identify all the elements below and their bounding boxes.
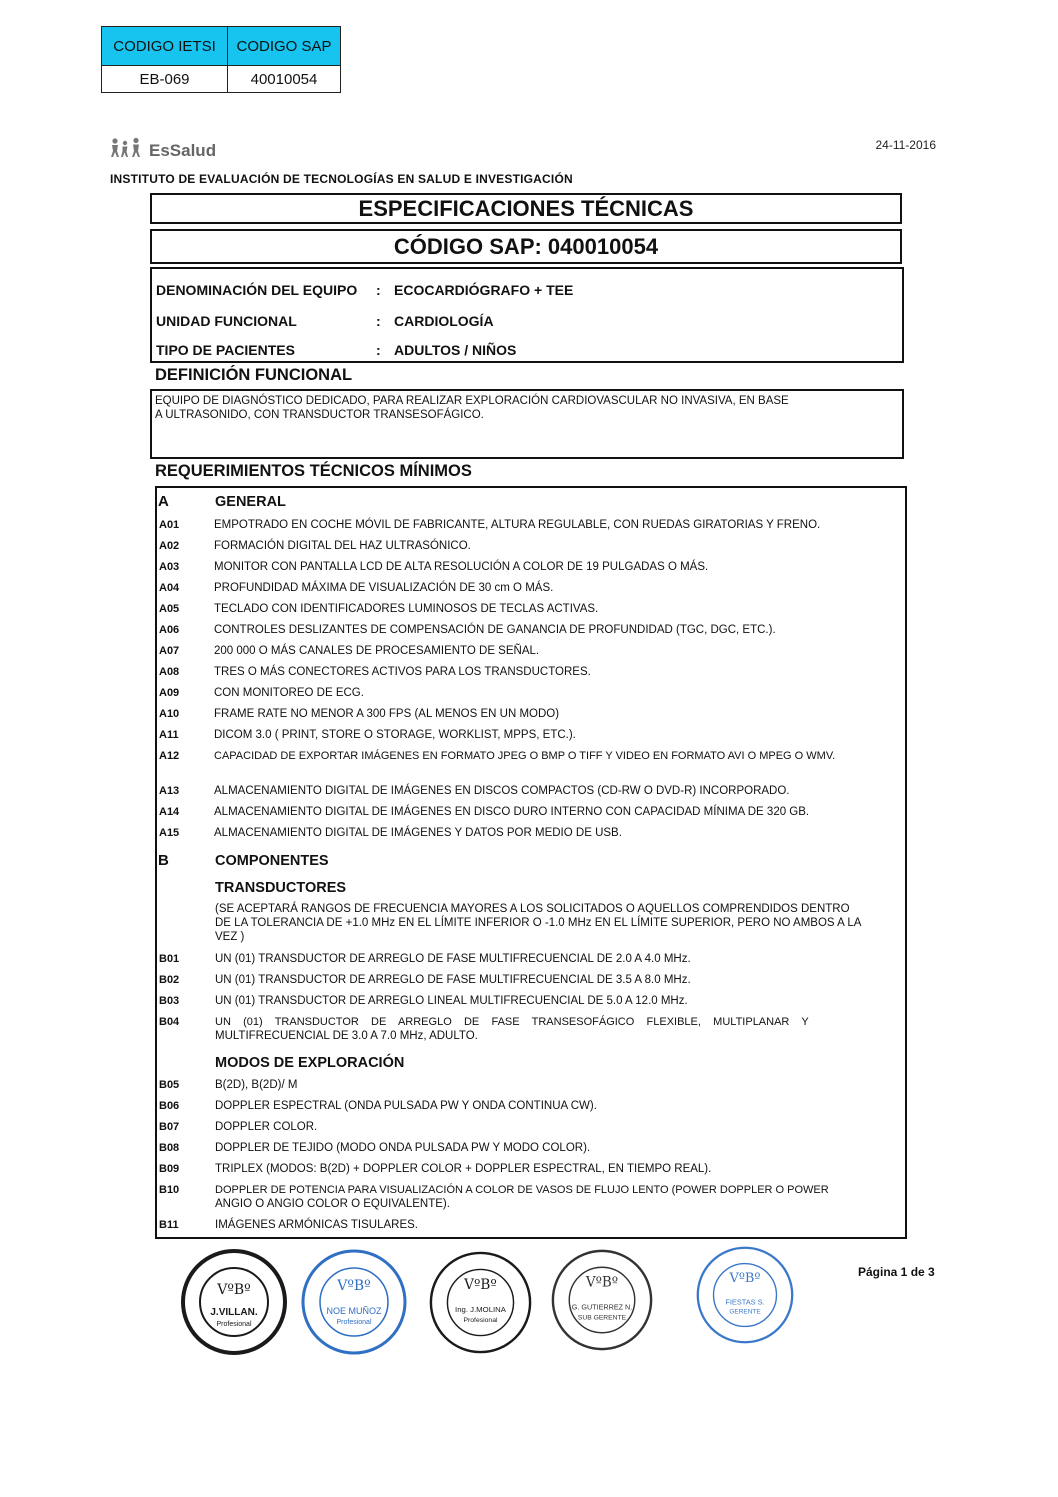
info-row [156,342,516,358]
requirement-code: B09 [159,1163,180,1175]
requirement-text: TECLADO CON IDENTIFICADORES LUMINOSOS DE TECLAS ACTIVAS. [214,603,599,615]
document-date: 24-11-2016 [875,138,936,152]
info-label: DENOMINACIÓN DEL EQUIPO [156,282,358,298]
requirement-text: FRAME RATE NO MENOR A 300 FPS (AL MENOS EN UN MODO) [214,708,560,720]
requirement-code: A09 [159,687,180,699]
requirement-code: B06 [159,1100,180,1112]
requirement-code: B03 [159,995,180,1007]
requirement-text [215,1183,903,1211]
requirement-code: B10 [159,1184,180,1196]
functional-definition-box [150,389,904,459]
seal-role: GERENTE [729,1308,761,1316]
seal-name: NOE MUÑOZ [326,1306,382,1316]
requirement-text: DOPPLER ESPECTRAL (ONDA PULSADA PW Y ONDA CONTINUA CW). [215,1100,597,1112]
requirement-text: DOPPLER COLOR. [215,1121,318,1133]
requirement-text: UN (01) TRANSDUCTOR DE ARREGLO LINEAL MULTIFRECUENCIAL DE 5.0 A 12.0 MHz. [215,995,688,1007]
info-label: TIPO DE PACIENTES [156,342,295,358]
requirement-code: B08 [159,1142,180,1154]
functional-text [155,394,845,422]
sap-code-title: CÓDIGO SAP: 040010054 [150,229,902,264]
info-value: CARDIOLOGÍA [394,313,494,329]
approval-seal [180,1248,288,1361]
seal-role: Profesional [216,1321,252,1328]
requirement-text: TRIPLEX (MODOS: B(2D) + DOPPLER COLOR + DOPPLER ESPECTRAL, EN TIEMPO REAL). [215,1163,712,1175]
info-separator: : [376,282,381,298]
requirement-code: B07 [159,1121,180,1133]
requirement-code: A15 [159,827,180,839]
requirement-code: A10 [159,708,180,720]
seal-vb: VºBº [337,1278,371,1294]
requirement-text: PROFUNDIDAD MÁXIMA DE VISUALIZACIÓN DE 30 cm O MÁS. [214,582,554,594]
info-label: UNIDAD FUNCIONAL [156,313,297,329]
requirement-code: A06 [159,624,180,636]
requirement-text: CON MONITOREO DE ECG. [214,687,364,699]
requirement-text: DOPPLER DE TEJIDO (MODO ONDA PULSADA PW Y MODO COLOR). [215,1142,591,1154]
section-title: GENERAL [215,494,286,510]
code-table [101,26,341,93]
seal-vb: VºBº [585,1274,619,1291]
page-number: Página 1 de 3 [858,1265,935,1279]
approval-seal [550,1248,654,1357]
transducers-note [215,902,905,944]
code-header-sap: CODIGO SAP [228,27,341,66]
requirement-text: TRES O MÁS CONECTORES ACTIVOS PARA LOS TRANSDUCTORES. [214,666,591,678]
institute-name: INSTITUTO DE EVALUACIÓN DE TECNOLOGÍAS EN SALUD E INVESTIGACIÓN [110,172,573,186]
requirement-text [215,1015,903,1043]
seal-vb: VºBº [729,1271,761,1287]
requirements-table [155,486,907,1239]
functional-line: A ULTRASONIDO, CON TRANSDUCTOR TRANSESOFÁGICO. [155,409,484,421]
requirement-code: A01 [159,519,180,531]
requirements-heading: REQUERIMIENTOS TÉCNICOS MÍNIMOS [155,462,472,480]
requirement-text: B(2D), B(2D)/ M [215,1079,298,1091]
requirement-text: IMÁGENES ARMÓNICAS TISULARES. [215,1219,419,1231]
seal-name: FIESTAS S. [725,1297,765,1307]
section-letter: B [158,852,169,869]
code-header-ietsi: CODIGO IETSI [102,27,228,66]
equipment-info-box [150,267,904,363]
seal-role: Profesional [463,1316,498,1324]
info-separator: : [376,313,381,329]
requirement-code: B11 [159,1219,179,1231]
requirement-code: A08 [159,666,180,678]
page-title: ESPECIFICACIONES TÉCNICAS [150,193,902,224]
seal-role: Profesional [336,1319,372,1326]
requirement-code: A11 [159,729,179,741]
requirement-code: A02 [159,540,180,552]
info-value: ADULTOS / NIÑOS [394,342,517,358]
requirement-text: MONITOR CON PANTALLA LCD DE ALTA RESOLUCIÓN A COLOR DE 19 PULGADAS O MÁS. [214,561,709,573]
requirement-line: DOPPLER DE POTENCIA PARA VISUALIZACIÓN A COLOR DE VASOS DE FLUJO LENTO (POWER DOPPLER O POWER [215,1184,829,1196]
note-line: DE LA TOLERANCIA DE +1.0 MHz EN EL LÍMITE INFERIOR O -1.0 MHz EN EL LÍMITE SUPERIOR, PERO NO AMBOS A LA [215,917,862,929]
requirement-text: ALMACENAMIENTO DIGITAL DE IMÁGENES Y DATOS POR MEDIO DE USB. [214,827,622,839]
requirement-text: UN (01) TRANSDUCTOR DE ARREGLO DE FASE MULTIFRECUENCIAL DE 2.0 A 4.0 MHz. [215,953,691,965]
code-value-ietsi: EB-069 [102,66,228,93]
section-title: COMPONENTES [215,853,329,869]
requirement-text: FORMACIÓN DIGITAL DEL HAZ ULTRASÓNICO. [214,540,471,552]
requirement-code: A12 [159,750,180,762]
requirement-text: DICOM 3.0 ( PRINT, STORE O STORAGE, WORKLIST, MPPS, ETC.). [214,729,576,741]
requirement-code: A07 [159,645,180,657]
requirement-text: ALMACENAMIENTO DIGITAL DE IMÁGENES EN DISCO DURO INTERNO CON CAPACIDAD MÍNIMA DE 320 GB. [214,806,810,818]
requirement-code: B04 [159,1016,180,1028]
requirement-text: ALMACENAMIENTO DIGITAL DE IMÁGENES EN DISCOS COMPACTOS (CD-RW O DVD-R) INCORPORADO. [214,785,790,797]
info-row [156,313,494,329]
modes-title: MODOS DE EXPLORACIÓN [215,1055,405,1071]
note-line: VEZ ) [215,931,245,943]
requirement-text: 200 000 O MÁS CANALES DE PROCESAMIENTO DE SEÑAL. [214,645,540,657]
requirement-code: B05 [159,1079,180,1091]
requirement-code: A13 [159,785,180,797]
requirement-line: MULTIFRECUENCIAL DE 3.0 A 7.0 MHz, ADULTO. [215,1030,478,1042]
essalud-logo [110,138,216,161]
functional-line: EQUIPO DE DIAGNÓSTICO DEDICADO, PARA REALIZAR EXPLORACIÓN CARDIOVASCULAR NO INVASIVA, EN BASE [155,395,789,407]
requirement-code: A14 [159,806,180,818]
requirement-text: UN (01) TRANSDUCTOR DE ARREGLO DE FASE MULTIFRECUENCIAL DE 3.5 A 8.0 MHz. [215,974,691,986]
approval-seal [428,1250,533,1360]
transducers-title: TRANSDUCTORES [215,880,347,896]
info-separator: : [376,342,381,358]
requirement-code: A04 [159,582,180,594]
requirement-line: ANGIO O ANGIO COLOR O EQUIVALENTE). [215,1198,450,1210]
requirement-text: CONTROLES DESLIZANTES DE COMPENSACIÓN DE GANANCIA DE PROFUNDIDAD (TGC, DGC, ETC.). [214,624,776,636]
section-letter: A [158,493,169,510]
info-value: ECOCARDIÓGRAFO + TEE [394,282,574,298]
functional-heading: DEFINICIÓN FUNCIONAL [155,366,353,384]
approval-seal [695,1245,795,1350]
seal-vb: VºBº [217,1282,251,1298]
note-line: (SE ACEPTARÁ RANGOS DE FRECUENCIA MAYORES A LOS SOLICITADOS O AQUELLOS COMPRENDIDOS DENTRO [215,903,850,915]
requirement-text: CAPACIDAD DE EXPORTAR IMÁGENES EN FORMATO JPEG O BMP O TIFF Y VIDEO EN FORMATO AVI O MPEG O WMV. [214,750,836,762]
info-row [156,282,573,298]
requirement-code: B01 [159,953,180,965]
requirement-text: EMPOTRADO EN COCHE MÓVIL DE FABRICANTE, ALTURA REGULABLE, CON RUEDAS GIRATORIAS Y FRENO. [214,519,821,531]
seal-name: J.VILLAN. [210,1307,258,1318]
seal-role: SUB GERENTE [577,1314,627,1322]
logo-text: EsSalud [149,141,217,160]
approval-seal [300,1248,408,1361]
code-value-sap: 40010054 [228,66,341,93]
requirement-line: UN (01) TRANSDUCTOR DE ARREGLO DE FASE TRANSESOFÁGICO FLEXIBLE, MULTIPLANAR Y [215,1016,809,1028]
requirement-code: A03 [159,561,180,573]
requirement-code: A05 [159,603,180,615]
seal-vb: VºBº [464,1276,497,1293]
seal-name: G. GUTIERREZ N. [571,1302,633,1312]
seal-name: Ing. J.MOLINA [455,1305,506,1315]
requirement-code: B02 [159,974,180,986]
people-icon [110,138,146,161]
